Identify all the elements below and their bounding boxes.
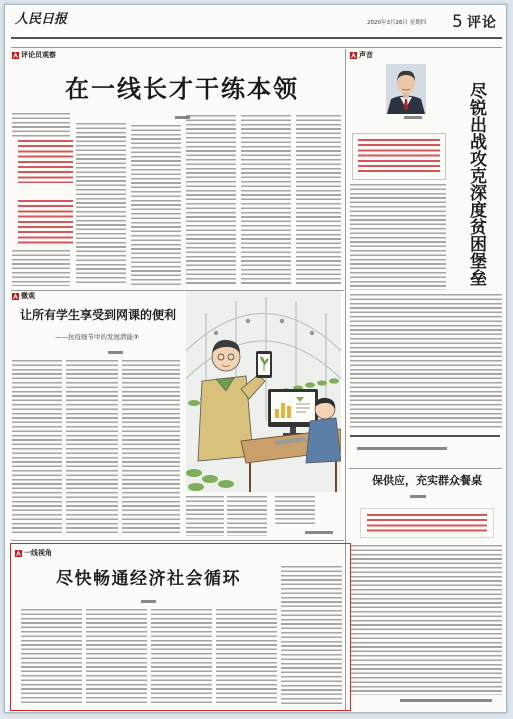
phone	[256, 351, 272, 378]
headline: 让所有学生享受到网课的便利	[20, 308, 177, 322]
section-label	[350, 52, 373, 59]
body-text-block	[227, 496, 267, 536]
body-text-block	[76, 123, 126, 286]
author-note	[357, 447, 447, 450]
masthead-rule	[11, 37, 502, 39]
body-text-block	[12, 113, 70, 137]
body-text-block	[350, 545, 502, 695]
section-marker-icon	[12, 293, 19, 300]
article-voice[interactable]	[349, 49, 503, 467]
body-text-block	[86, 609, 147, 705]
body-text-block	[186, 115, 236, 286]
section-label-text: 一线视角	[24, 549, 52, 557]
closing-line	[350, 435, 500, 438]
article-commentator[interactable]	[11, 49, 344, 289]
masthead-logo: 人民日报	[15, 12, 68, 27]
quote-box	[360, 508, 494, 538]
body-text-block	[131, 125, 181, 286]
quote-text	[358, 139, 440, 175]
byline	[410, 495, 426, 498]
masthead-subrule	[11, 47, 502, 48]
byline	[108, 351, 123, 354]
body-text-block	[350, 184, 446, 290]
section-label-text: 声音	[359, 51, 373, 59]
headline: 保供应，充实群众餐桌	[372, 474, 482, 487]
portrait-photo	[386, 64, 426, 114]
section-label	[12, 293, 35, 300]
section-marker-icon	[350, 52, 357, 59]
article-frontline[interactable]	[10, 543, 351, 711]
section-marker-icon	[12, 52, 19, 59]
illustration-caption	[275, 496, 315, 526]
body-text-block	[241, 115, 291, 286]
article-divider	[11, 540, 344, 541]
photo-caption	[404, 116, 422, 119]
body-text-block	[186, 496, 224, 536]
section-label-text: 评论员观察	[21, 51, 56, 59]
page-editor-credit	[400, 699, 492, 702]
body-text-block	[296, 115, 341, 286]
article-divider	[349, 468, 502, 469]
caption-byline	[305, 531, 333, 534]
body-text-block	[122, 360, 180, 535]
issue-date: 2020年3月26日 星期四	[367, 20, 427, 26]
headline: 尽快畅通经济社会循环	[56, 569, 241, 589]
body-text-block	[350, 294, 502, 430]
pull-quote	[18, 200, 73, 245]
page-number: 5	[452, 12, 463, 32]
pull-quote	[18, 140, 73, 183]
page-section-title: 评论	[467, 15, 497, 31]
body-text-block	[12, 250, 70, 286]
body-text-block	[216, 609, 277, 705]
section-label-text: 微观	[21, 292, 35, 300]
body-text-block	[281, 566, 342, 705]
body-text-block	[21, 609, 82, 705]
body-text-block	[66, 360, 118, 535]
headline: 在一线长才干练本领	[65, 75, 299, 103]
section-label	[15, 550, 52, 557]
newspaper-page	[4, 4, 507, 713]
quote-box	[352, 133, 446, 180]
article-supply[interactable]	[349, 470, 503, 710]
section-marker-icon	[15, 550, 22, 557]
byline	[141, 600, 156, 603]
body-text-block	[12, 360, 62, 535]
quote-text	[367, 514, 487, 533]
vertical-headline: 尽锐出战攻克深度贫困堡垒	[466, 82, 486, 286]
section-label	[12, 52, 56, 59]
body-text-block	[151, 609, 212, 705]
subheadline: ——抗疫细节中的发展潜能③	[55, 333, 139, 341]
illustration	[186, 291, 341, 492]
article-micro[interactable]	[11, 291, 344, 539]
